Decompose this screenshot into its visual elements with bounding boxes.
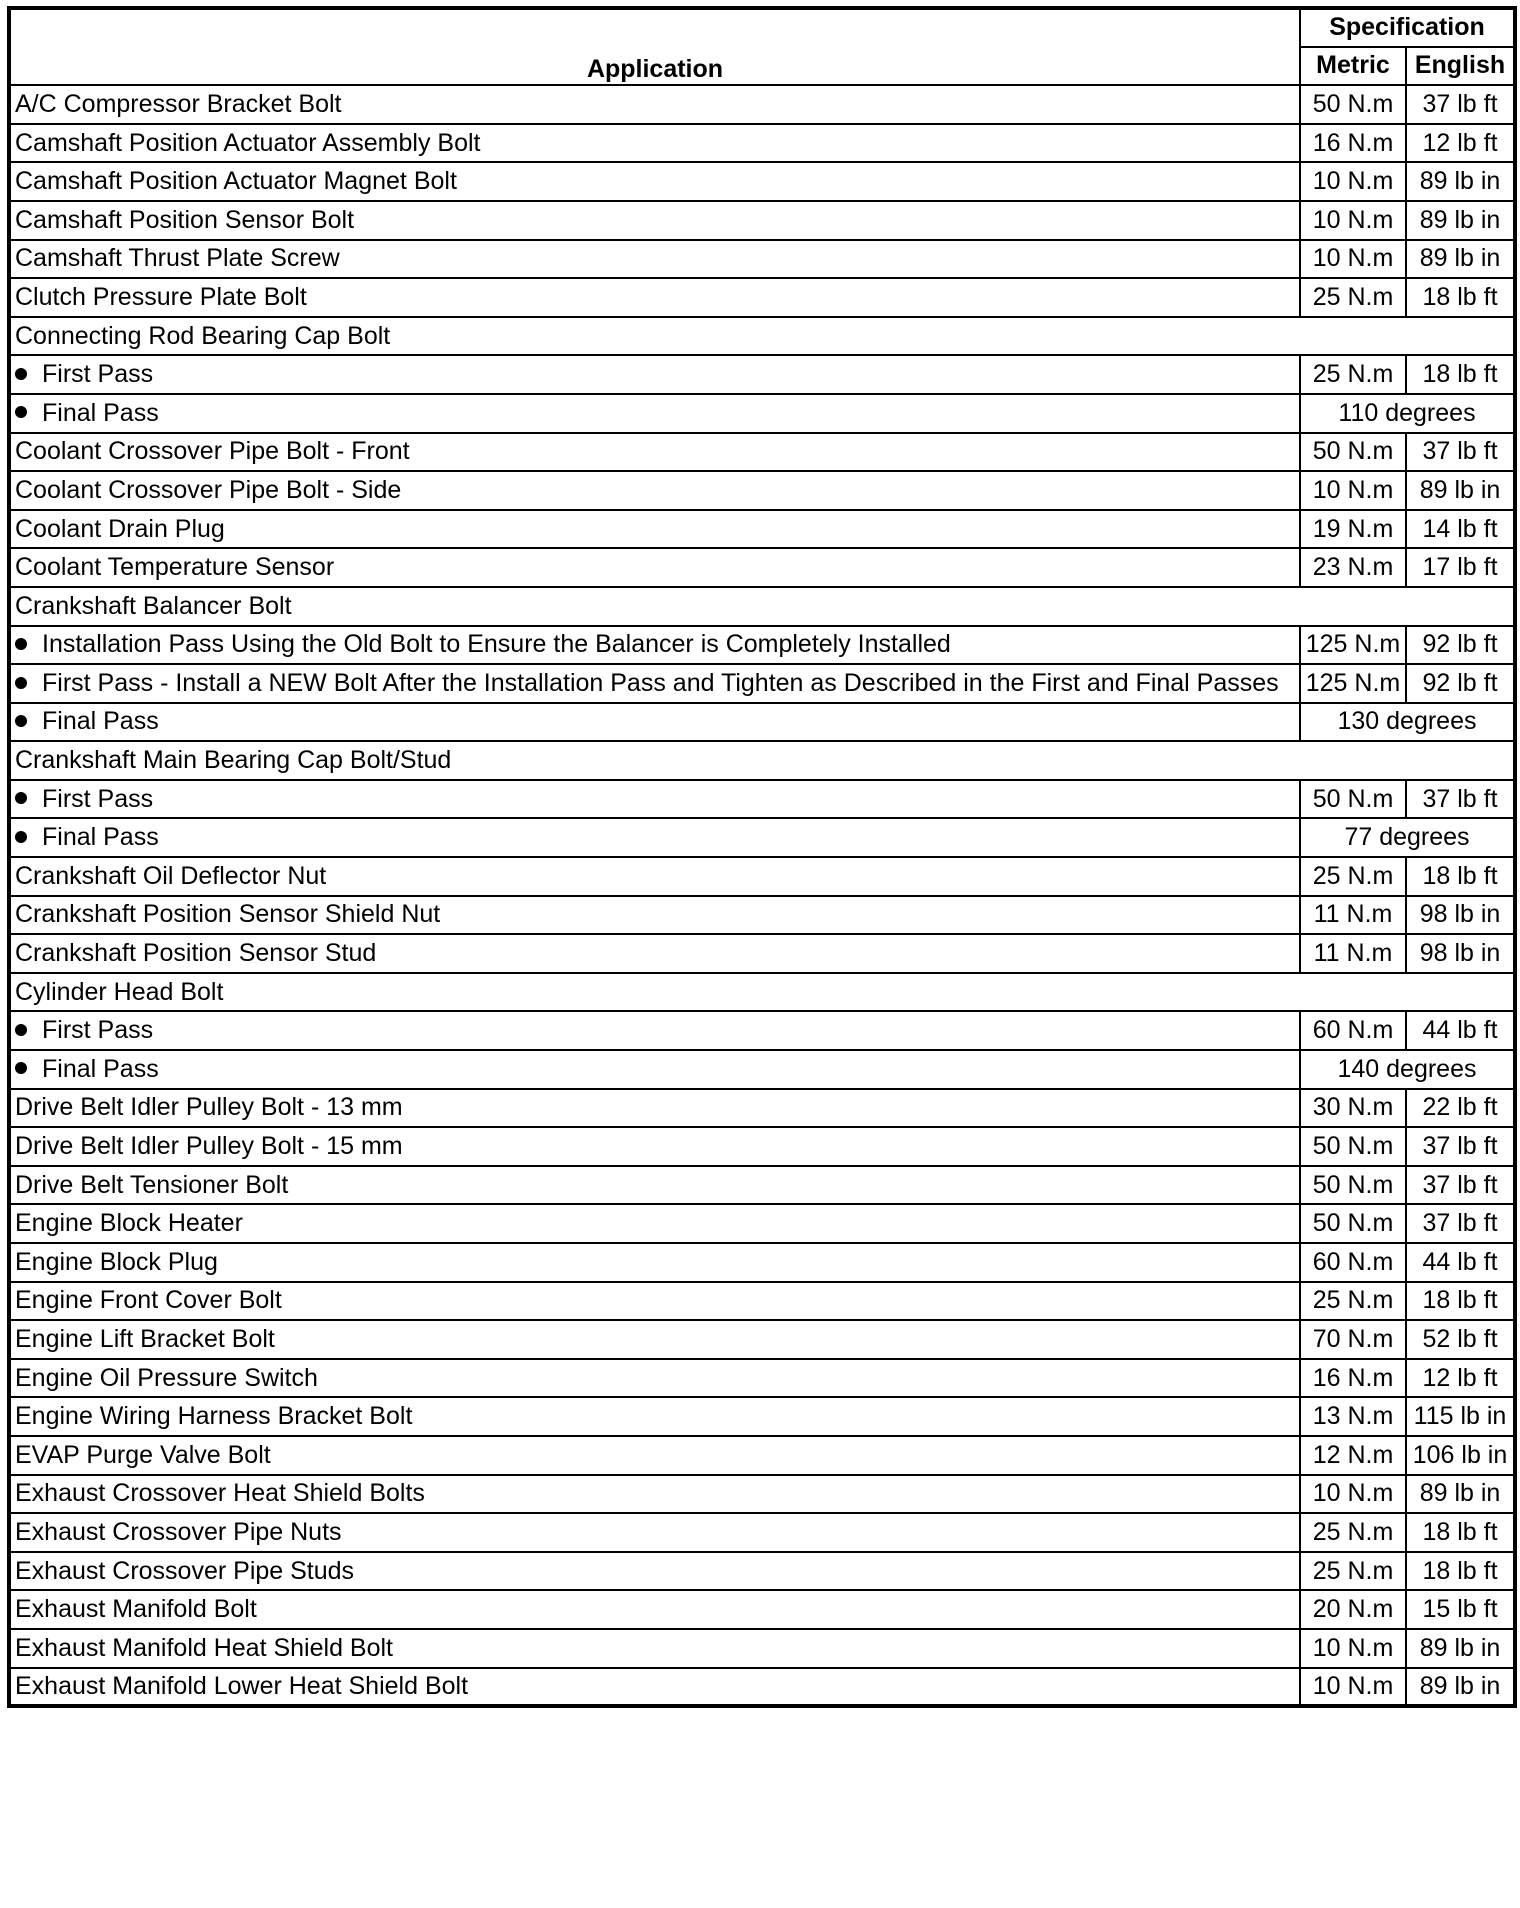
application-cell: Clutch Pressure Plate Bolt	[9, 278, 1300, 317]
english-cell: 12 lb ft	[1406, 124, 1515, 163]
table-row	[9, 548, 1515, 587]
sub-row	[9, 1050, 1515, 1089]
application-cell: Crankshaft Oil Deflector Nut	[9, 857, 1300, 896]
english-cell: 106 lb in	[1406, 1436, 1515, 1475]
application-cell: Crankshaft Position Sensor Shield Nut	[9, 896, 1300, 935]
sub-application-label: First Pass	[42, 360, 154, 389]
sub-application-label: First Pass - Install a NEW Bolt After the Installation Pass and Tighten as Described in the First and Final Passes	[42, 668, 1279, 697]
english-cell: 18 lb ft	[1406, 1552, 1515, 1591]
application-cell: Camshaft Position Sensor Bolt	[9, 201, 1300, 240]
group-row	[9, 973, 1515, 1012]
table-row	[9, 85, 1515, 124]
english-header: English	[1406, 47, 1515, 86]
specification-header: Specification	[1300, 8, 1515, 47]
table-row	[9, 1282, 1515, 1321]
english-cell: 37 lb ft	[1406, 1166, 1515, 1205]
table-row	[9, 857, 1515, 896]
group-heading-cell: Cylinder Head Bolt	[9, 973, 1515, 1012]
bullet-icon	[15, 368, 27, 380]
sub-application-label: Final Pass	[42, 1054, 159, 1083]
table-row	[9, 433, 1515, 472]
sub-application-cell	[9, 664, 1300, 703]
application-cell: Crankshaft Position Sensor Stud	[9, 934, 1300, 973]
application-cell: Coolant Temperature Sensor	[9, 548, 1300, 587]
application-cell: Exhaust Manifold Lower Heat Shield Bolt	[9, 1668, 1300, 1707]
metric-cell: 23 N.m	[1300, 548, 1406, 587]
application-cell: Coolant Crossover Pipe Bolt - Side	[9, 471, 1300, 510]
application-header: Application	[9, 8, 1300, 85]
sub-application-cell	[9, 626, 1300, 665]
english-cell: 18 lb ft	[1406, 1282, 1515, 1321]
application-cell: Drive Belt Tensioner Bolt	[9, 1166, 1300, 1205]
group-heading-cell: Connecting Rod Bearing Cap Bolt	[9, 317, 1515, 356]
table-row	[9, 1552, 1515, 1591]
application-cell: Coolant Drain Plug	[9, 510, 1300, 549]
bullet-icon	[15, 406, 27, 418]
sub-row	[9, 1011, 1515, 1050]
metric-cell: 125 N.m	[1300, 664, 1406, 703]
english-cell: 17 lb ft	[1406, 548, 1515, 587]
metric-cell: 25 N.m	[1300, 1513, 1406, 1552]
application-cell: Engine Block Heater	[9, 1204, 1300, 1243]
table-row	[9, 1320, 1515, 1359]
sub-row	[9, 355, 1515, 394]
metric-cell: 10 N.m	[1300, 201, 1406, 240]
metric-cell: 50 N.m	[1300, 1204, 1406, 1243]
sub-row	[9, 626, 1515, 665]
bullet-icon	[15, 677, 27, 689]
table-row	[9, 510, 1515, 549]
bullet-icon	[15, 792, 27, 804]
bullet-icon	[15, 715, 27, 727]
group-row	[9, 741, 1515, 780]
metric-cell: 10 N.m	[1300, 1629, 1406, 1668]
application-cell: Camshaft Position Actuator Magnet Bolt	[9, 162, 1300, 201]
metric-cell: 12 N.m	[1300, 1436, 1406, 1475]
application-cell: Camshaft Position Actuator Assembly Bolt	[9, 124, 1300, 163]
english-cell: 89 lb in	[1406, 471, 1515, 510]
application-cell: Exhaust Crossover Pipe Nuts	[9, 1513, 1300, 1552]
english-cell: 89 lb in	[1406, 162, 1515, 201]
application-cell: Engine Oil Pressure Switch	[9, 1359, 1300, 1398]
application-cell: Engine Block Plug	[9, 1243, 1300, 1282]
english-cell: 98 lb in	[1406, 934, 1515, 973]
metric-cell: 19 N.m	[1300, 510, 1406, 549]
table-row	[9, 1204, 1515, 1243]
english-cell: 18 lb ft	[1406, 278, 1515, 317]
english-cell: 22 lb ft	[1406, 1089, 1515, 1128]
bullet-icon	[15, 831, 27, 843]
english-cell: 37 lb ft	[1406, 1204, 1515, 1243]
metric-cell: 16 N.m	[1300, 124, 1406, 163]
table-row	[9, 1166, 1515, 1205]
metric-cell: 25 N.m	[1300, 278, 1406, 317]
sub-application-cell	[9, 355, 1300, 394]
metric-cell: 30 N.m	[1300, 1089, 1406, 1128]
english-cell: 37 lb ft	[1406, 433, 1515, 472]
sub-row	[9, 394, 1515, 433]
english-cell: 15 lb ft	[1406, 1590, 1515, 1629]
metric-cell: 50 N.m	[1300, 433, 1406, 472]
sub-row	[9, 818, 1515, 857]
metric-header: Metric	[1300, 47, 1406, 86]
degrees-cell: 130 degrees	[1300, 703, 1515, 742]
english-cell: 89 lb in	[1406, 240, 1515, 279]
sub-row	[9, 703, 1515, 742]
application-cell: Engine Front Cover Bolt	[9, 1282, 1300, 1321]
table-row	[9, 1127, 1515, 1166]
sub-row	[9, 780, 1515, 819]
metric-cell: 50 N.m	[1300, 1127, 1406, 1166]
metric-cell: 13 N.m	[1300, 1397, 1406, 1436]
sub-application-label: Final Pass	[42, 707, 159, 736]
metric-cell: 50 N.m	[1300, 85, 1406, 124]
english-cell: 92 lb ft	[1406, 664, 1515, 703]
english-cell: 52 lb ft	[1406, 1320, 1515, 1359]
bullet-icon	[15, 1062, 27, 1074]
degrees-cell: 110 degrees	[1300, 394, 1515, 433]
degrees-cell: 140 degrees	[1300, 1050, 1515, 1089]
english-cell: 92 lb ft	[1406, 626, 1515, 665]
english-cell: 37 lb ft	[1406, 85, 1515, 124]
english-cell: 18 lb ft	[1406, 1513, 1515, 1552]
table-row	[9, 278, 1515, 317]
application-cell: Camshaft Thrust Plate Screw	[9, 240, 1300, 279]
english-cell: 18 lb ft	[1406, 857, 1515, 896]
metric-cell: 70 N.m	[1300, 1320, 1406, 1359]
english-cell: 37 lb ft	[1406, 780, 1515, 819]
sub-application-cell	[9, 1050, 1300, 1089]
application-cell: Exhaust Manifold Bolt	[9, 1590, 1300, 1629]
metric-cell: 25 N.m	[1300, 355, 1406, 394]
group-row	[9, 317, 1515, 356]
table-row	[9, 1668, 1515, 1707]
application-cell: Drive Belt Idler Pulley Bolt - 13 mm	[9, 1089, 1300, 1128]
english-cell: 37 lb ft	[1406, 1127, 1515, 1166]
table-row	[9, 201, 1515, 240]
english-cell: 89 lb in	[1406, 1668, 1515, 1707]
metric-cell: 10 N.m	[1300, 1668, 1406, 1707]
application-cell: Exhaust Manifold Heat Shield Bolt	[9, 1629, 1300, 1668]
sub-application-label: First Pass	[42, 1016, 154, 1045]
application-cell: Coolant Crossover Pipe Bolt - Front	[9, 433, 1300, 472]
table-row	[9, 240, 1515, 279]
metric-cell: 11 N.m	[1300, 934, 1406, 973]
group-heading-cell: Crankshaft Main Bearing Cap Bolt/Stud	[9, 741, 1515, 780]
english-cell: 14 lb ft	[1406, 510, 1515, 549]
table-row	[9, 1475, 1515, 1514]
metric-cell: 25 N.m	[1300, 1552, 1406, 1591]
metric-cell: 16 N.m	[1300, 1359, 1406, 1398]
sub-application-label: Final Pass	[42, 398, 159, 427]
metric-cell: 10 N.m	[1300, 240, 1406, 279]
application-cell: Engine Wiring Harness Bracket Bolt	[9, 1397, 1300, 1436]
header-row-top	[9, 8, 1515, 47]
english-cell: 44 lb ft	[1406, 1243, 1515, 1282]
metric-cell: 50 N.m	[1300, 1166, 1406, 1205]
sub-application-cell	[9, 818, 1300, 857]
application-cell: Drive Belt Idler Pulley Bolt - 15 mm	[9, 1127, 1300, 1166]
application-cell: Engine Lift Bracket Bolt	[9, 1320, 1300, 1359]
bullet-icon	[15, 1024, 27, 1036]
table-row	[9, 162, 1515, 201]
english-cell: 89 lb in	[1406, 201, 1515, 240]
metric-cell: 125 N.m	[1300, 626, 1406, 665]
english-cell: 98 lb in	[1406, 896, 1515, 935]
table-row	[9, 1513, 1515, 1552]
metric-cell: 20 N.m	[1300, 1590, 1406, 1629]
metric-cell: 10 N.m	[1300, 471, 1406, 510]
table-row	[9, 1590, 1515, 1629]
metric-cell: 60 N.m	[1300, 1011, 1406, 1050]
metric-cell: 60 N.m	[1300, 1243, 1406, 1282]
table-row	[9, 1089, 1515, 1128]
group-row	[9, 587, 1515, 626]
sub-application-label: Final Pass	[42, 823, 159, 852]
table-row	[9, 471, 1515, 510]
table-row	[9, 934, 1515, 973]
table-row	[9, 124, 1515, 163]
sub-application-label: First Pass	[42, 784, 154, 813]
english-cell: 89 lb in	[1406, 1629, 1515, 1668]
english-cell: 44 lb ft	[1406, 1011, 1515, 1050]
english-cell: 18 lb ft	[1406, 355, 1515, 394]
sub-application-label: Installation Pass Using the Old Bolt to Ensure the Balancer is Completely Installed	[42, 630, 951, 659]
degrees-cell: 77 degrees	[1300, 818, 1515, 857]
table-row	[9, 1629, 1515, 1668]
metric-cell: 25 N.m	[1300, 857, 1406, 896]
bullet-icon	[15, 638, 27, 650]
table-row	[9, 1436, 1515, 1475]
application-cell: A/C Compressor Bracket Bolt	[9, 85, 1300, 124]
application-cell: Exhaust Crossover Pipe Studs	[9, 1552, 1300, 1591]
english-cell: 12 lb ft	[1406, 1359, 1515, 1398]
sub-application-cell	[9, 394, 1300, 433]
metric-cell: 11 N.m	[1300, 896, 1406, 935]
group-heading-cell: Crankshaft Balancer Bolt	[9, 587, 1515, 626]
english-cell: 89 lb in	[1406, 1475, 1515, 1514]
sub-application-cell	[9, 1011, 1300, 1050]
metric-cell: 50 N.m	[1300, 780, 1406, 819]
table-row	[9, 896, 1515, 935]
metric-cell: 10 N.m	[1300, 162, 1406, 201]
torque-spec-table	[7, 6, 1517, 1708]
english-cell: 115 lb in	[1406, 1397, 1515, 1436]
metric-cell: 10 N.m	[1300, 1475, 1406, 1514]
sub-row	[9, 664, 1515, 703]
sub-application-cell	[9, 703, 1300, 742]
table-row	[9, 1243, 1515, 1282]
application-cell: EVAP Purge Valve Bolt	[9, 1436, 1300, 1475]
metric-cell: 25 N.m	[1300, 1282, 1406, 1321]
application-cell: Exhaust Crossover Heat Shield Bolts	[9, 1475, 1300, 1514]
sub-application-cell	[9, 780, 1300, 819]
table-row	[9, 1359, 1515, 1398]
table-row	[9, 1397, 1515, 1436]
